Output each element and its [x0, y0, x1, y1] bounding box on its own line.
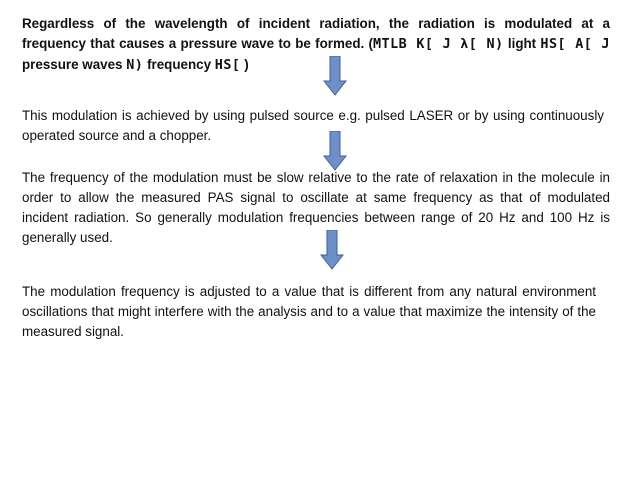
intro-text-end: ): [240, 57, 249, 72]
paragraph-intro: [22, 14, 610, 76]
down-arrow-icon: [320, 230, 344, 270]
paragraph-modulation-method: This modulation is achieved by using pulsed source e.g. pulsed LASER or by using continuously operated source and a chopper.: [22, 108, 604, 143]
intro-text: Regardless of the wavelength of incident radiation, the radiation is modulated at a frequency that causes a pressure wave to be formed. (: [22, 16, 610, 51]
intro-text-frequency: frequency: [143, 57, 215, 72]
down-arrow-icon: [323, 131, 347, 171]
intro-glyph-4: HS[: [214, 58, 241, 73]
intro-glyph-3: N): [126, 58, 144, 73]
intro-text-light: light: [503, 36, 541, 51]
intro-glyph-1: MTLB K[ J λ[ N): [372, 37, 504, 52]
down-arrow-icon: [323, 56, 347, 96]
paragraph-frequency-adjustment: The modulation frequency is adjusted to a value that is different from any natural environment oscillations that might interfere with the analysis and to a value that maximize the intensity of the measured signal.: [22, 284, 596, 339]
intro-glyph-2: HS[ A[ J: [540, 37, 610, 52]
paragraph-modulation-frequency: The frequency of the modulation must be slow relative to the rate of relaxation in the molecule in order to allow the measured PAS signal to oscillate at same frequency as that of modulated incident radiation. So generally modulation frequencies between range of 20 Hz and 100 Hz is generally used.: [22, 170, 610, 245]
intro-text-pressure: pressure waves: [22, 57, 127, 72]
